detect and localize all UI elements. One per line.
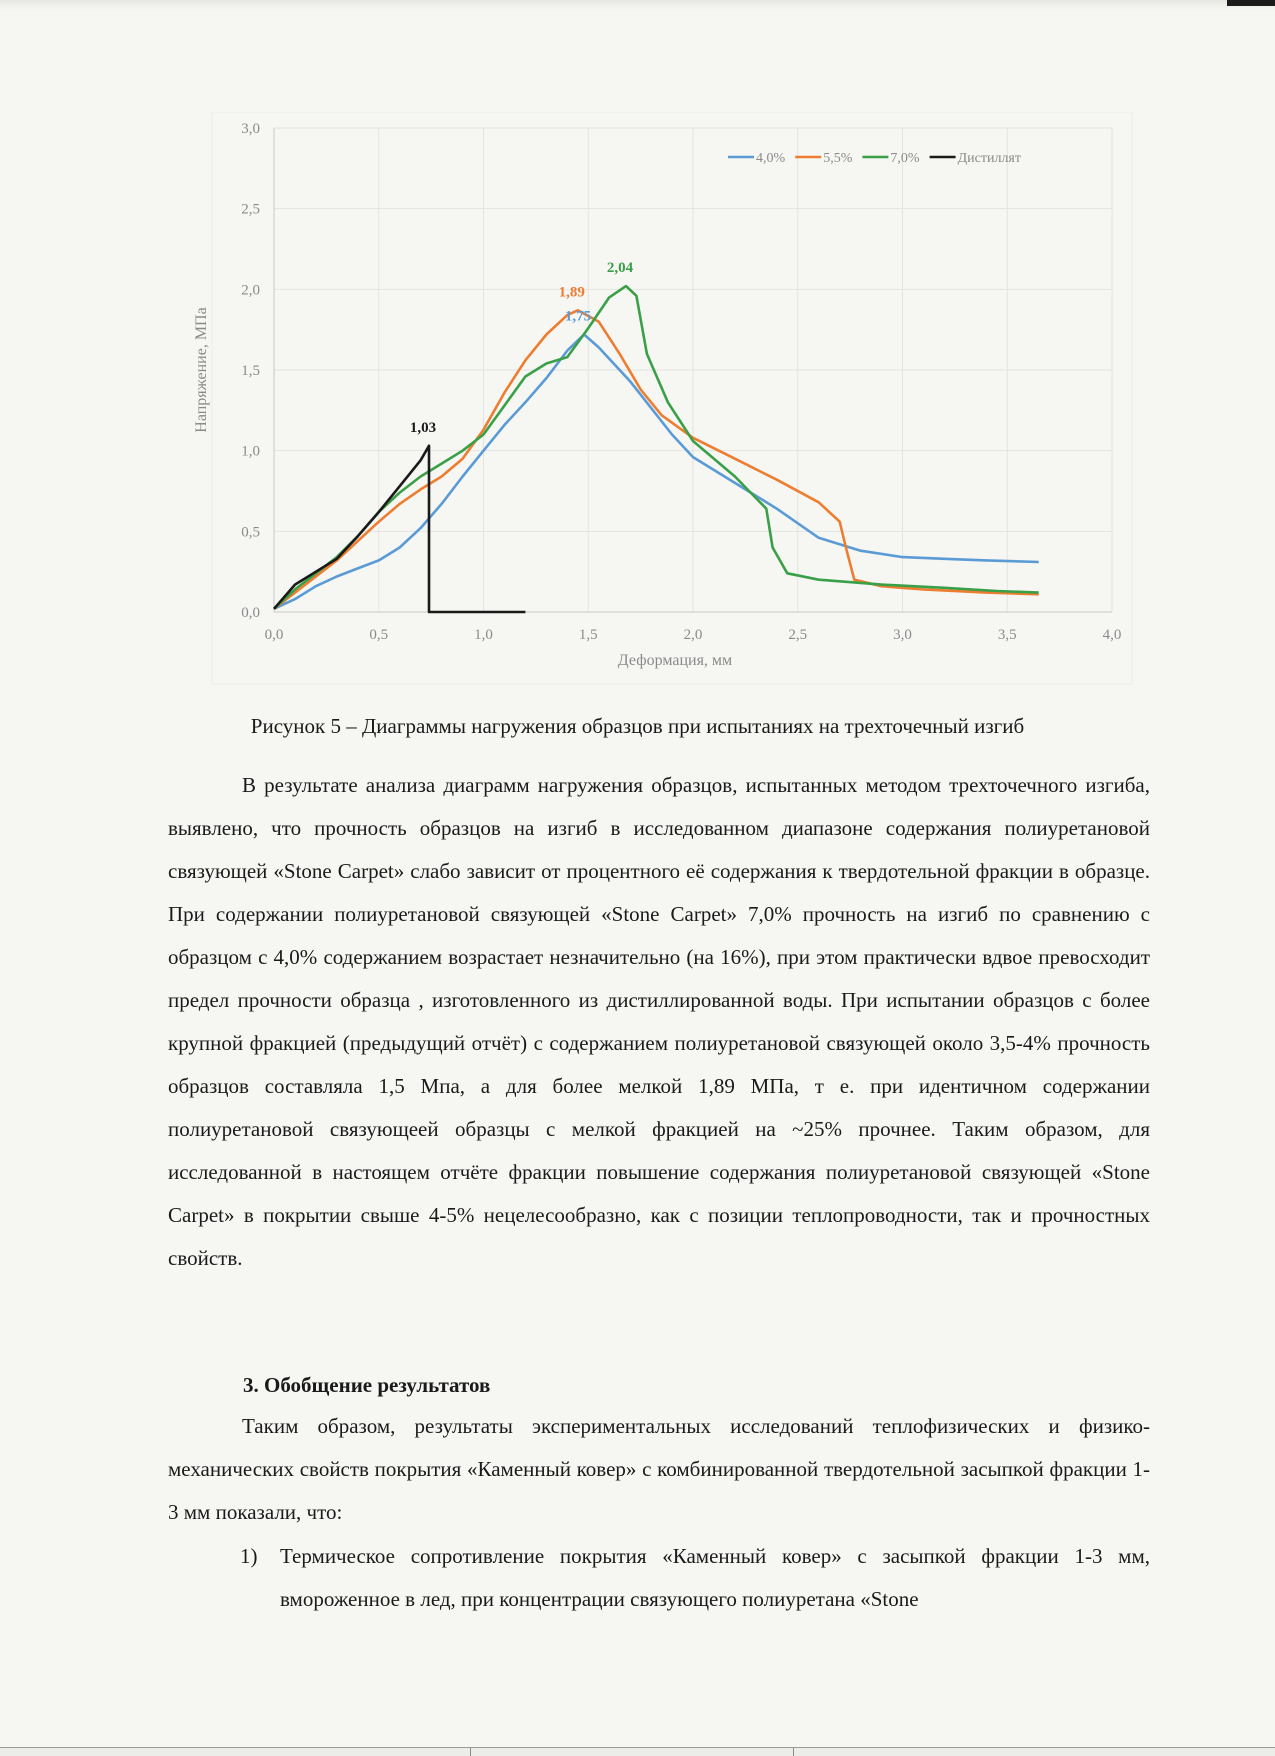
- peak-data-label: 2,04: [606, 260, 634, 277]
- section-heading: 3. Обобщение результатов: [243, 1373, 491, 1397]
- x-tick-label: 0,5: [369, 627, 389, 643]
- strip-divider: [470, 1748, 471, 1756]
- legend-label: 5,5%: [823, 151, 853, 166]
- chart-frame: [212, 112, 1132, 684]
- y-tick-label: 1,0: [241, 443, 260, 460]
- series-line-3: [274, 446, 525, 612]
- series-line-2: [274, 286, 1039, 609]
- list-item: [240, 1535, 1150, 1621]
- x-tick-label: 1,5: [578, 627, 598, 643]
- x-tick-label: 3,0: [893, 627, 912, 643]
- list-item-number: 1): [240, 1544, 258, 1568]
- x-axis-title: Деформация, мм: [617, 652, 733, 669]
- y-tick-label: 3,0: [241, 121, 260, 137]
- x-tick-label: 2,0: [683, 627, 703, 643]
- y-tick-label: 2,0: [241, 282, 260, 299]
- y-tick-label: 0,5: [241, 524, 260, 541]
- x-tick-label: 0,0: [264, 627, 284, 643]
- legend-label: 7,0%: [890, 151, 920, 166]
- scan-edge-shadow: [0, 0, 1275, 10]
- list-item-text: Термическое сопротивление покрытия «Каменный ковер» с засыпкой фракции 1-3 мм, вмороженное в лед, при концентрации связующего полиуретана «Stone: [280, 1544, 1150, 1611]
- peak-data-label: 1,03: [409, 419, 437, 436]
- legend-label: 4,0%: [756, 151, 786, 166]
- x-tick-label: 4,0: [1102, 627, 1122, 643]
- page-bottom-strip: [0, 1747, 1275, 1756]
- y-tick-label: 0,0: [241, 605, 260, 621]
- x-tick-label: 1,0: [474, 627, 493, 643]
- peak-data-label: 1,75: [564, 308, 592, 325]
- paragraph-summary: Таким образом, результаты экспериментальных исследований теплофизических и физико-механических свойств покрытия «Каменный ковер» с комбинированной твердотельной засыпкой фракции 1-3 мм показали, что:: [168, 1414, 1150, 1524]
- stress-strain-chart: [188, 112, 1136, 687]
- x-tick-label: 3,5: [997, 627, 1017, 643]
- figure-caption: Рисунок 5 – Диаграммы нагружения образцов при испытаниях на трехточечный изгиб: [250, 714, 1025, 738]
- chart-canvas: [188, 112, 1136, 687]
- paragraph-analysis: В результате анализа диаграмм нагружения образцов, испытанных методом трехточечного изгиба, выявлено, что прочность образцов на изгиб в исследованном диапазоне содержания полиуретановой связующей «Stone Carpet» слабо зависит от процентного её содержания к твердотельной фракции в образце. При содержании полиуретановой связующей «Stone Carpet» 7,0% прочность на изгиб по сравнению с образцом с 4,0% содержанием возрастает незначительно (на 16%), при этом практически вдвое превосходит предел прочности образца , изготовленного из дистиллированной воды. При испытании образцов с более крупной фракцией (предыдущий отчёт) с содержанием полиуретановой связующей около 3,5-4% прочность образцов составляла 1,5 Мпа, а для более мелкой 1,89 МПа, т е. при идентичном содержании полиуретановой связующеей образцы с мелкой фракцией на ~25% прочнее. Таким образом, для исследованной в настоящем отчёте фракции повышение содержания полиуретановой связующей «Stone Carpet» в покрытии свыше 4-5% нецелесообразно, как с позиции теплопроводности, так и прочностных свойств.: [168, 773, 1150, 1270]
- scan-corner-mark: [1227, 0, 1275, 6]
- y-tick-label: 2,5: [241, 201, 260, 218]
- peak-data-label: 1,89: [558, 284, 585, 301]
- legend-label: Дистиллят: [957, 151, 1022, 166]
- series-line-1: [274, 310, 1039, 609]
- strip-divider: [793, 1748, 794, 1756]
- y-tick-label: 1,5: [241, 363, 260, 379]
- y-axis-title: Напряжение, МПа: [193, 307, 210, 433]
- x-tick-label: 2,5: [788, 627, 808, 643]
